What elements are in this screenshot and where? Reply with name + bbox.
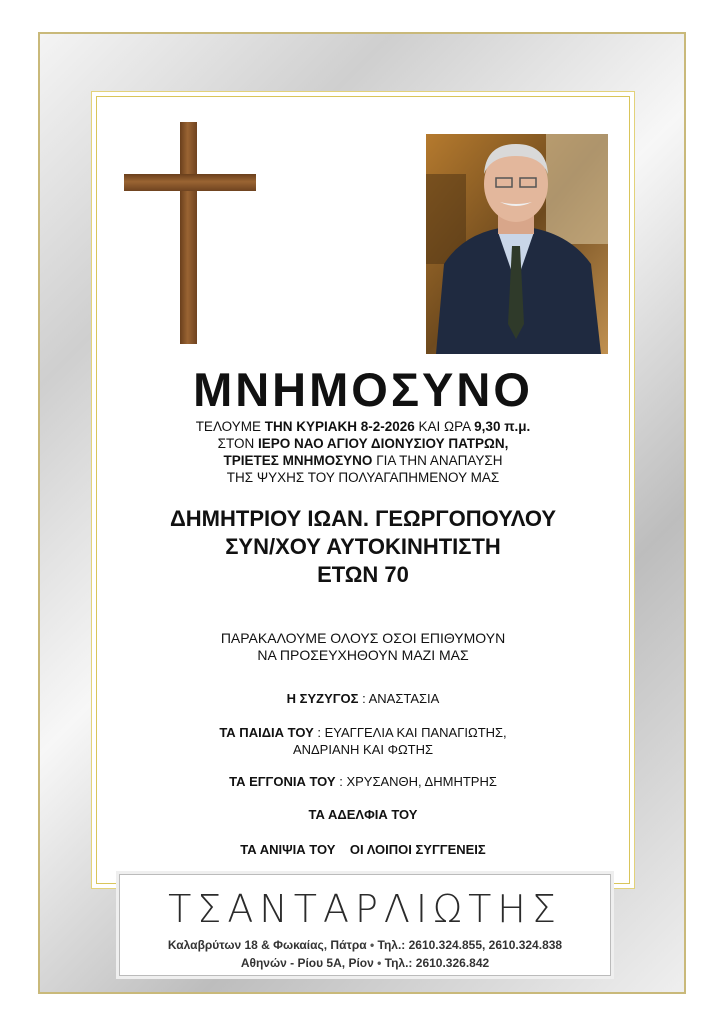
deceased-age: ΕΤΩΝ 70 bbox=[317, 562, 409, 587]
service-details bbox=[96, 418, 630, 486]
address: Αθηνών - Ρίου 5Α, Ρίον bbox=[240, 956, 374, 970]
family-siblings bbox=[96, 806, 630, 823]
spouse-label: Η ΣΥΖΥΓΟΣ bbox=[286, 691, 359, 706]
family-spouse bbox=[96, 690, 630, 707]
intro-text: ΣΤΟΝ bbox=[217, 436, 259, 451]
intro-text: ΤΕΛΟΥΜΕ bbox=[195, 419, 265, 434]
phone-label: Τηλ.: bbox=[384, 956, 416, 970]
portrait-photo bbox=[426, 134, 608, 354]
phone-number: 2610.324.855, 2610.324.838 bbox=[408, 938, 563, 952]
separator: • bbox=[366, 938, 378, 952]
service-location: ΙΕΡΟ ΝΑΟ ΑΓΙΟΥ ΔΙΟΝΥΣΙΟΥ ΠΑΤΡΩΝ, bbox=[258, 436, 509, 451]
page-title: ΜΝΗΜΟΣΥΝΟ bbox=[193, 363, 533, 416]
memorial-type: ΤΡΙΕΤΕΣ ΜΝΗΜΟΣΥΝΟ bbox=[223, 453, 373, 468]
family-relatives bbox=[96, 841, 630, 858]
spouse-name: : ΑΝΑΣΤΑΣΙΑ bbox=[358, 691, 440, 706]
cross-icon-bar bbox=[124, 174, 256, 191]
relatives-label: ΟΙ ΛΟΙΠΟΙ ΣΥΓΓΕΝΕΙΣ bbox=[349, 842, 486, 857]
separator: • bbox=[373, 956, 385, 970]
phone-number: 2610.326.842 bbox=[415, 956, 490, 970]
funeral-home-banner bbox=[119, 874, 611, 976]
family-children bbox=[96, 724, 630, 758]
family-grandchildren bbox=[96, 773, 630, 790]
children-names: ΑΝΔΡΙΑΝΗ ΚΑΙ ΦΩΤΗΣ bbox=[292, 742, 434, 757]
phone-label: Τηλ.: bbox=[377, 938, 409, 952]
grandchildren-names: : ΧΡΥΣΑΝΘΗ, ΔΗΜΗΤΡΗΣ bbox=[335, 774, 497, 789]
service-date: ΤΗΝ ΚΥΡΙΑΚΗ 8-2-2026 bbox=[264, 419, 415, 434]
intro-text: ΤΗΣ ΨΥΧΗΣ ΤΟΥ ΠΟΛΥΑΓΑΠΗΜΕΝΟΥ ΜΑΣ bbox=[226, 470, 500, 485]
intro-text: ΚΑΙ ΩΡΑ bbox=[414, 419, 475, 434]
nephews-label: ΤΑ ΑΝΙΨΙΑ ΤΟΥ bbox=[240, 842, 336, 857]
address-line bbox=[120, 956, 610, 970]
prayer-line: ΝΑ ΠΡΟΣΕΥΧΗΘΟΥΝ ΜΑΖΙ ΜΑΣ bbox=[257, 647, 469, 663]
service-time: 9,30 π.μ. bbox=[474, 419, 531, 434]
deceased-name: ΔΗΜΗΤΡΙΟΥ ΙΩΑΝ. ΓΕΩΡΓΟΠΟΥΛΟΥ bbox=[169, 506, 557, 531]
siblings-label: ΤΑ ΑΔΕΛΦΙΑ ΤΟΥ bbox=[308, 807, 418, 822]
children-names: : ΕΥΑΓΓΕΛΙΑ ΚΑΙ ΠΑΝΑΓΙΩΤΗΣ, bbox=[313, 725, 507, 740]
funeral-home-logo: ΤΣΑΝΤΑΡΛΙΩΤΗΣ bbox=[168, 887, 562, 931]
prayer-line: ΠΑΡΑΚΑΛΟΥΜΕ ΟΛΟΥΣ ΟΣΟΙ ΕΠΙΘΥΜΟΥΝ bbox=[220, 630, 506, 646]
address-line bbox=[120, 938, 610, 952]
intro-text: ΓΙΑ ΤΗΝ ΑΝΑΠΑΥΣΗ bbox=[372, 453, 503, 468]
address: Καλαβρύτων 18 & Φωκαίας, Πάτρα bbox=[167, 938, 367, 952]
prayer-request bbox=[96, 630, 630, 664]
grandchildren-label: ΤΑ ΕΓΓΟΝΙΑ ΤΟΥ bbox=[229, 774, 336, 789]
deceased-occupation: ΣΥΝ/ΧΟΥ ΑΥΤΟΚΙΝΗΤΙΣΤΗ bbox=[225, 534, 501, 559]
children-label: ΤΑ ΠΑΙΔΙΑ ΤΟΥ bbox=[219, 725, 314, 740]
cross-icon bbox=[180, 122, 197, 344]
